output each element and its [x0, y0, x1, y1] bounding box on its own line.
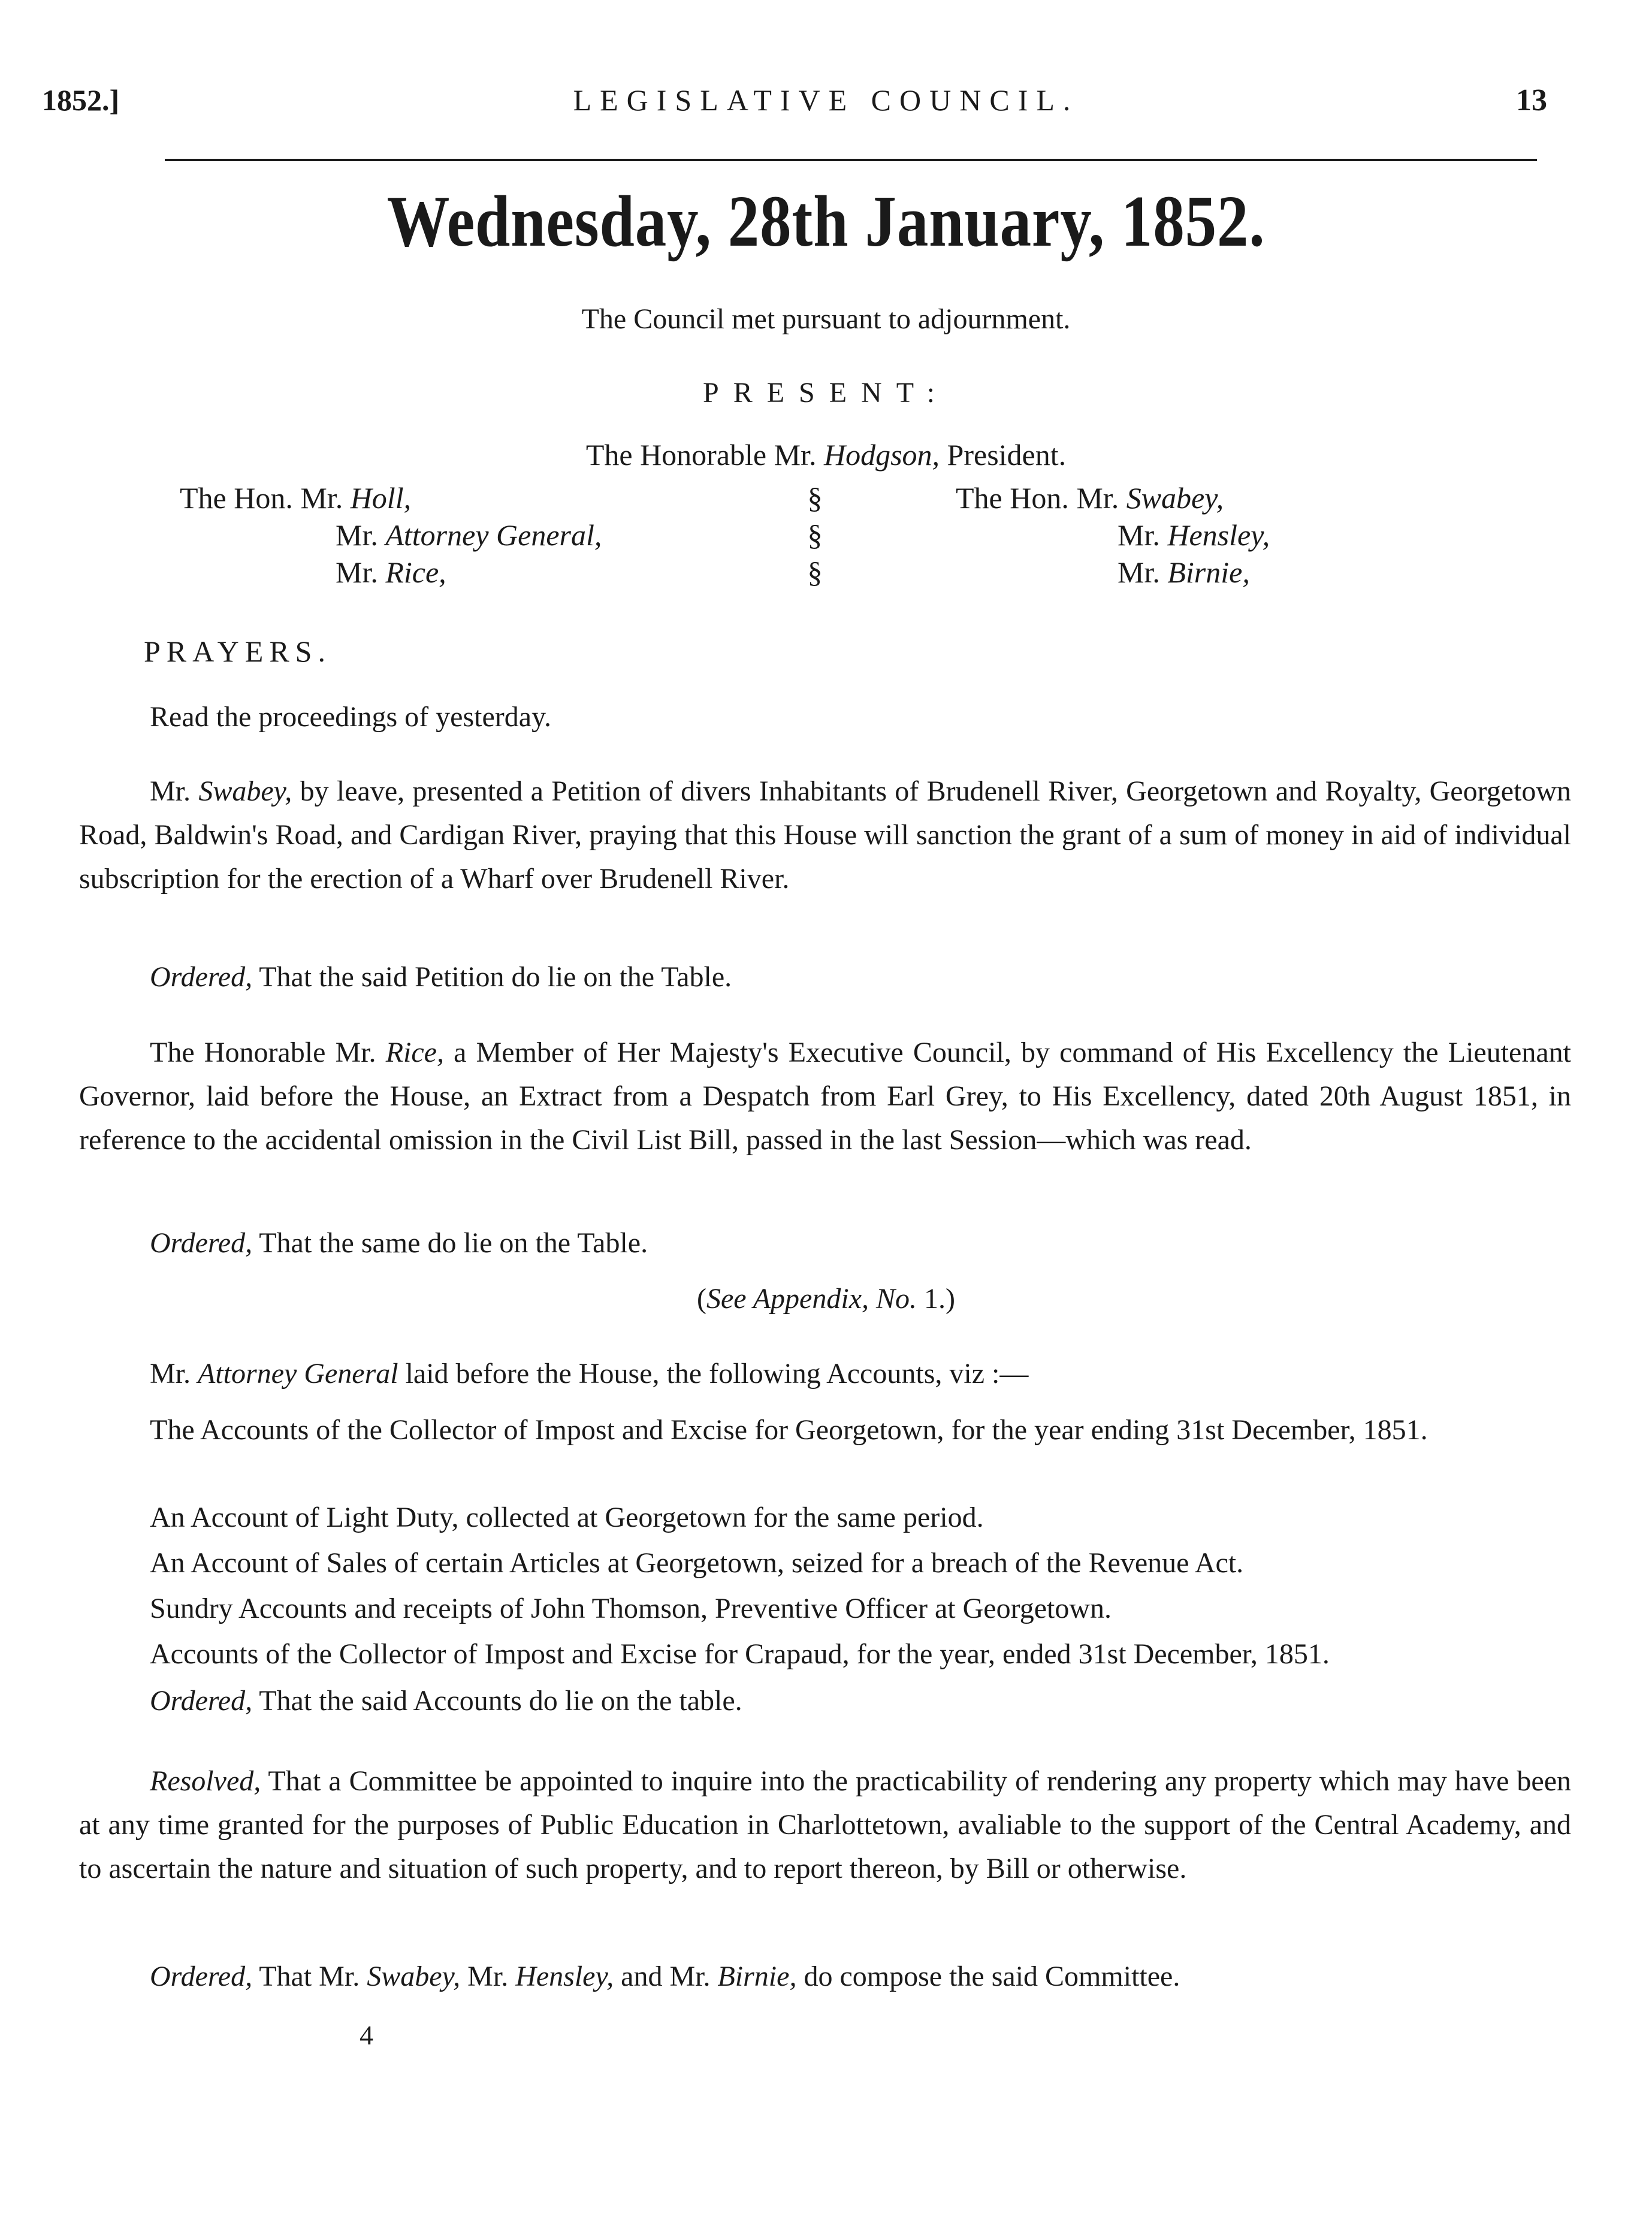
ordered-committee [150, 1955, 1180, 1998]
president-line [0, 437, 1652, 472]
section-mark: § [807, 555, 823, 589]
appendix-number: 1.) [917, 1283, 955, 1315]
member-prefix: Mr. [1118, 555, 1160, 589]
president-suffix: President. [947, 438, 1067, 472]
ordered-text: and Mr. [614, 1961, 718, 1992]
member-prefix: The Hon. Mr. [180, 481, 343, 515]
date-heading: Wednesday, 28th January, 1852. [386, 181, 1266, 262]
member-name: Rice, [385, 555, 446, 589]
members-left-column [180, 479, 779, 591]
section-mark: § [807, 481, 823, 515]
appendix-open: ( [697, 1283, 706, 1315]
member-prefix: Mr. [1118, 518, 1160, 552]
running-head [0, 0, 1652, 144]
account-line: Accounts of the Collector of Impost and Excise for Crapaud, for the year, ended 31st December, 1851. [150, 1638, 1330, 1670]
accounts-first: The Accounts of the Collector of Impost and Excise for Georgetown, for the year ending 31st December, 1851. [150, 1414, 1428, 1446]
account-line: Sundry Accounts and receipts of John Thomson, Preventive Officer at Georgetown. [150, 1593, 1112, 1624]
petition-paragraph [79, 769, 1571, 901]
member-row [180, 554, 779, 591]
ordered-text: That the said Petition do lie on the Table. [252, 961, 732, 993]
members-list [0, 479, 1652, 617]
section-mark: § [807, 518, 823, 552]
resolved-label: Resolved, [150, 1765, 261, 1797]
members-separator-column [797, 479, 833, 591]
ordered-text: Mr. [460, 1961, 516, 1992]
ordered-accounts [150, 1679, 742, 1723]
member-name: Attorney General, [385, 518, 602, 552]
ordered-text: That the same do lie on the Table. [252, 1227, 648, 1259]
ordered-label: Ordered, [150, 961, 253, 993]
despatch-paragraph [79, 1031, 1571, 1162]
member-row [956, 554, 1495, 591]
present-label: PRESENT: [703, 377, 949, 409]
ordered-despatch [150, 1221, 648, 1265]
ordered-text: That the said Accounts do lie on the table. [252, 1685, 742, 1717]
committee-member-name: Hensley, [515, 1961, 614, 1992]
committee-member-name: Birnie, [717, 1961, 797, 1992]
members-right-column [956, 479, 1495, 591]
member-row [956, 517, 1495, 554]
ordered-label: Ordered, [150, 1685, 253, 1717]
ordered-text: That Mr. [252, 1961, 367, 1992]
despatch-prefix: The Honorable Mr. [150, 1037, 386, 1068]
president-name: Hodgson, [823, 438, 940, 472]
prayers-heading: PRAYERS. [144, 635, 331, 668]
resolved-paragraph [79, 1759, 1571, 1890]
member-prefix: Mr. [336, 518, 378, 552]
met-line: The Council met pursuant to adjournment. [581, 303, 1071, 335]
member-prefix: The Hon. Mr. [956, 481, 1119, 515]
committee-member-name: Swabey, [367, 1961, 461, 1992]
petition-mr: Mr. [150, 775, 191, 807]
accounts-intro [150, 1352, 1028, 1396]
ordered-label: Ordered, [150, 1227, 253, 1259]
page-number: 13 [1516, 83, 1547, 117]
header-rule [165, 159, 1537, 161]
despatch-text: a Member of Her Majesty's Executive Council, by command of His Excellency the Lieutenant Governor, laid before the House, an Extract from a Despatch from Earl Grey, to His Excellency, dated 20th August 1851, in reference to the accidental omission in the Civil List Bill, passed in the last Session—which was read. [79, 1037, 1571, 1156]
president-prefix: The Honorable Mr. [585, 438, 817, 472]
accounts-member-name: Attorney General [198, 1358, 398, 1390]
ordered-label: Ordered, [150, 1961, 253, 1992]
appendix-reference [0, 1282, 1652, 1315]
member-row [180, 479, 779, 517]
appendix-see: See Appendix, [706, 1283, 869, 1315]
member-name: Birnie, [1167, 555, 1250, 589]
despatch-member-name: Rice, [385, 1037, 444, 1068]
account-line: An Account of Sales of certain Articles at Georgetown, seized for a breach of the Revenue Act. [150, 1547, 1244, 1579]
member-name: Swabey, [1126, 481, 1224, 515]
ordered-text: do compose the said Committee. [796, 1961, 1180, 1992]
resolved-text: That a Committee be appointed to inquire into the practicability of rendering any property which may have been at any time granted for the purposes of Public Education in Charlottetown, avaliable to the support of the Central Academy, and to ascertain the nature and situation of such property, and to report thereon, by Bill or otherwise. [79, 1765, 1571, 1884]
member-name: Holl, [350, 481, 412, 515]
running-head-year: 1852.] [42, 83, 120, 117]
petition-member-name: Swabey, [198, 775, 292, 807]
ordered-petition [150, 955, 732, 999]
account-line: An Account of Light Duty, collected at Georgetown for the same period. [150, 1502, 984, 1533]
member-row [956, 479, 1495, 517]
appendix-no: No. [869, 1283, 917, 1315]
accounts-mr: Mr. [150, 1358, 191, 1390]
member-prefix: Mr. [336, 555, 378, 589]
member-row [180, 517, 779, 554]
signature-mark: 4 [360, 2020, 373, 2050]
accounts-intro-text: laid before the House, the following Accounts, viz :— [398, 1358, 1029, 1390]
petition-text: by leave, presented a Petition of divers Inhabitants of Brudenell River, Georgetown and Royalty, Georgetown Road, Baldwin's Road, and Cardigan River, praying that this House will sanction the grant of a sum of money in aid of individual subscription for the erection of a Wharf over Brudenell River. [79, 775, 1572, 895]
read-proceedings: Read the proceedings of yesterday. [150, 701, 551, 733]
member-name: Hensley, [1167, 518, 1270, 552]
running-head-title: LEGISLATIVE COUNCIL. [573, 83, 1079, 117]
